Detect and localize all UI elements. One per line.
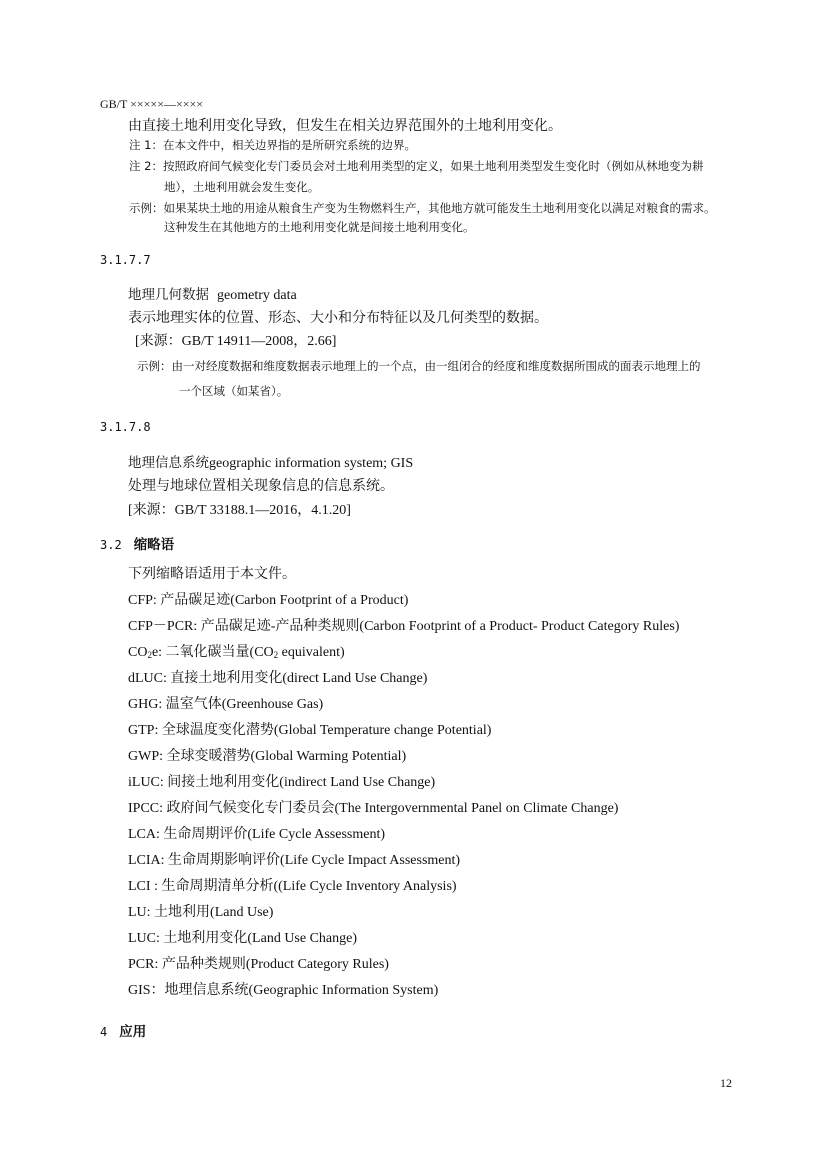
abbreviation-item: GHG: 温室气体(Greenhouse Gas): [128, 697, 324, 712]
term-3178-en: geographic information system; GIS: [209, 456, 414, 471]
section-heading-4: [100, 1020, 146, 1041]
example-1-text-line2: 这种发生在其他地方的土地利用变化就是间接土地利用变化。: [164, 222, 475, 234]
term-3177-en: geometry data: [217, 288, 297, 303]
definition-3178: 处理与地球位置相关现象信息的信息系统。: [128, 479, 394, 494]
section-heading-32: [100, 533, 174, 554]
page-number: 12: [720, 1076, 732, 1090]
section-number-3178: 3.1.7.8: [100, 420, 151, 434]
abbreviation-item: IPCC: 政府间气候变化专门委员会(The Intergovernmental Panel on Climate Change): [128, 801, 619, 816]
source-3177: [来源：GB/T 14911—2008，2.66]: [135, 334, 337, 349]
example-3177-label: 示例：: [137, 359, 172, 373]
abbreviation-item: dLUC: 直接土地利用变化(direct Land Use Change): [128, 671, 428, 686]
example-1: [129, 200, 716, 216]
source-3178: [来源：GB/T 33188.1—2016，4.1.20]: [128, 503, 351, 518]
abbreviation-item: LCIA: 生命周期影响评价(Life Cycle Impact Assessment): [128, 853, 461, 868]
section-title-32: 缩略语: [133, 537, 175, 553]
term-3178-zh: 地理信息系统: [128, 455, 209, 471]
term-3177: [128, 283, 297, 304]
note-2-text-line2: 地），土地利用就会发生变化。: [164, 182, 320, 194]
term-3178: [128, 451, 413, 472]
definition-3177: 表示地理实体的位置、形态、大小和分布特征以及几何类型的数据。: [128, 311, 548, 326]
abbreviation-item: $CO_2e$: 二氧化碳当量($CO_2$ equivalent): [128, 645, 345, 660]
example-1-text-line1: 如果某块土地的用途从粮食生产变为生物燃料生产，其他地方就可能发生土地利用变化以满足对粮食的需求。: [163, 203, 716, 215]
example-1-label: 示例：: [129, 201, 164, 215]
note-2: [129, 158, 703, 174]
document-header-id: GB/T ×××××—××××: [100, 97, 204, 111]
abbreviation-item: CFP: 产品碳足迹(Carbon Footprint of a Product): [128, 593, 409, 608]
example-3177: [137, 358, 701, 374]
section-number-4: 4: [100, 1025, 108, 1039]
abbreviation-item: GTP: 全球温度变化潜势(Global Temperature change Potential): [128, 723, 492, 738]
abbreviation-item: LCA: 生命周期评价(Life Cycle Assessment): [128, 827, 386, 842]
abbreviation-item: PCR: 产品种类规则(Product Category Rules): [128, 957, 389, 972]
example-3177-text-line2: 一个区域（如某省）。: [179, 386, 289, 398]
note-2-label: 注 2：: [129, 159, 163, 173]
note-1-text: 在本文件中，相关边界指的是所研究系统的边界。: [162, 140, 416, 152]
abbreviation-item: GIS：地理信息系统(Geographic Information System): [128, 983, 439, 998]
section-number-32: 3.2: [100, 538, 122, 552]
section-number-3177: 3.1.7.7: [100, 253, 151, 267]
abbreviation-item: GWP: 全球变暖潜势(Global Warming Potential): [128, 749, 407, 764]
term-3177-zh: 地理几何数据: [128, 287, 209, 303]
note-2-text-line1: 按照政府间气候变化专门委员会对土地利用类型的定义，如果土地利用类型发生变化时（例如从林地变为耕: [162, 161, 704, 173]
section-title-4: 应用: [119, 1024, 147, 1040]
note-1: [129, 137, 416, 153]
abbreviation-item: LUC: 土地利用变化(Land Use Change): [128, 931, 358, 946]
abbreviation-item: CFP－PCR: 产品碳足迹-产品种类规则(Carbon Footprint of a Product- Product Category Rules): [128, 619, 680, 634]
abbreviations-intro: 下列缩略语适用于本文件。: [128, 567, 296, 582]
intro-line: 由直接土地利用变化导致，但发生在相关边界范围外的土地利用变化。: [128, 119, 562, 134]
example-3177-text-line1: 由一对经度数据和维度数据表示地理上的一个点，由一组闭合的经度和维度数据所围成的面表示地理上的: [171, 361, 701, 373]
abbreviation-item: LU: 土地利用(Land Use): [128, 905, 274, 920]
abbreviation-item: LCI : 生命周期清单分析((Life Cycle Inventory Analysis): [128, 879, 457, 894]
abbreviation-item: iLUC: 间接土地利用变化(indirect Land Use Change): [128, 775, 436, 790]
note-1-label: 注 1：: [129, 138, 163, 152]
